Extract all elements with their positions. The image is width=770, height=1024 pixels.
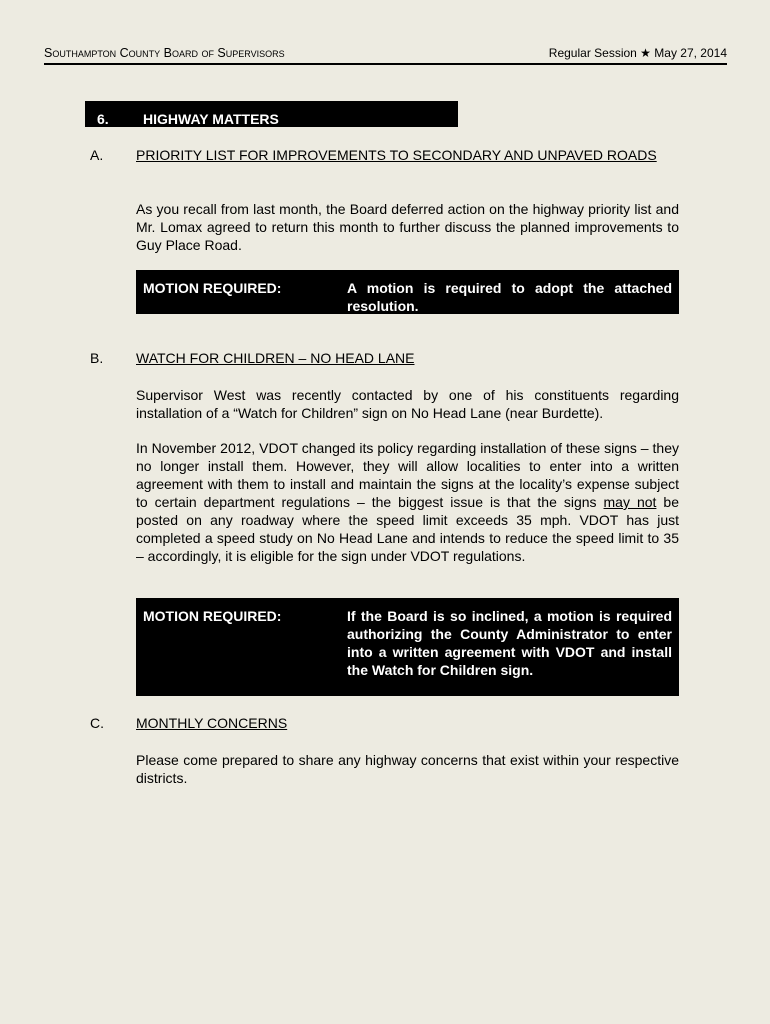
page-header — [44, 46, 727, 65]
item-heading: WATCH FOR CHILDREN – NO HEAD LANE — [136, 350, 415, 366]
motion-label: MOTION REQUIRED: — [143, 608, 282, 624]
item-paragraph: Please come prepared to share any highway concerns that exist within your respective districts. — [136, 752, 679, 786]
section-title: HIGHWAY MATTERS — [143, 111, 279, 127]
session-date: Regular Session ★ May 27, 2014 — [548, 46, 727, 60]
underlined-text: may not — [603, 494, 657, 510]
item-paragraph: As you recall from last month, the Board deferred action on the highway priority list and Mr. Lomax agreed to return this month to further discuss the planned improvements to Guy Place Road. — [136, 201, 679, 253]
paragraph-text: In November 2012, VDOT changed its policy regarding installation of these signs – they no longer install them. However, they will allow localities to enter into a written agreement with them to install and maintain the signs at the locality’s expense subject to certain department regulations – the biggest issue is that the signs — [136, 440, 679, 510]
item-paragraph — [136, 439, 679, 565]
organization-name: Southampton County Board of Supervisors — [44, 46, 285, 60]
item-letter: C. — [90, 715, 104, 731]
motion-text: If the Board is so inclined, a motion is required authorizing the County Administrator to enter into a written agreement with VDOT and install the Watch for Children sign. — [347, 608, 672, 678]
item-letter: A. — [90, 147, 104, 163]
item-paragraph: Supervisor West was recently contacted by one of his constituents regarding installation of a “Watch for Children” sign on No Head Lane (near Burdette). — [136, 387, 679, 421]
item-letter: B. — [90, 350, 104, 366]
section-number: 6. — [97, 111, 109, 127]
section-heading — [85, 101, 458, 127]
motion-box — [136, 270, 679, 314]
item-heading: MONTHLY CONCERNS — [136, 715, 288, 731]
motion-text: A motion is required to adopt the attached resolution. — [347, 280, 672, 314]
item-heading: PRIORITY LIST FOR IMPROVEMENTS TO SECONDARY AND UNPAVED ROADS — [136, 147, 657, 163]
motion-label: MOTION REQUIRED: — [143, 280, 282, 296]
paragraph-text: be posted on any roadway where the speed limit exceeds 35 mph. VDOT has just completed a speed study on No Head Lane and intends to reduce the speed limit to 35 – accordingly, it is eligible for the sign under VDOT regulations. — [136, 494, 679, 564]
motion-box — [136, 598, 679, 696]
